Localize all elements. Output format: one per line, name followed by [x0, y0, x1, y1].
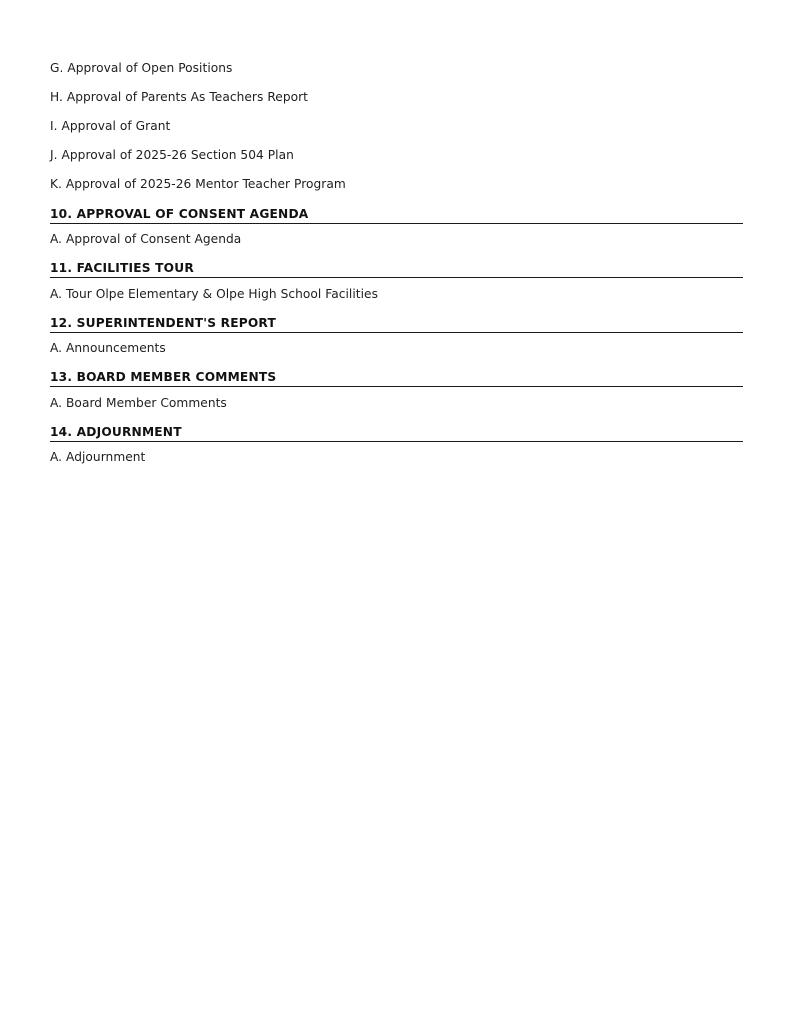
section-title: 10. APPROVAL OF CONSENT AGENDA: [50, 207, 309, 221]
agenda-item-facilities: A. Tour Olpe Elementary & Olpe High School Facilities: [50, 287, 378, 301]
agenda-item-consent: A. Approval of Consent Agenda: [50, 232, 242, 246]
agenda-item-h: H. Approval of Parents As Teachers Report: [50, 90, 309, 104]
agenda-item-i: I. Approval of Grant: [50, 119, 171, 133]
section-heading-facilities-tour: [50, 260, 743, 278]
section-title: 13. BOARD MEMBER COMMENTS: [50, 370, 277, 384]
agenda-item-announcements: A. Announcements: [50, 341, 166, 355]
section-title: 14. ADJOURNMENT: [50, 425, 182, 439]
agenda-item-k: K. Approval of 2025-26 Mentor Teacher Program: [50, 177, 346, 191]
section-heading-board-comments: [50, 369, 743, 387]
agenda-item-g: G. Approval of Open Positions: [50, 61, 233, 75]
section-heading-adjournment: [50, 424, 743, 442]
section-heading-consent-agenda: [50, 206, 743, 224]
agenda-item-adjournment: A. Adjournment: [50, 450, 146, 464]
section-title: 11. FACILITIES TOUR: [50, 261, 194, 275]
agenda-item-j: J. Approval of 2025-26 Section 504 Plan: [50, 148, 294, 162]
agenda-item-board-comments: A. Board Member Comments: [50, 396, 227, 410]
section-title: 12. SUPERINTENDENT'S REPORT: [50, 316, 276, 330]
section-heading-superintendent-report: [50, 315, 743, 333]
